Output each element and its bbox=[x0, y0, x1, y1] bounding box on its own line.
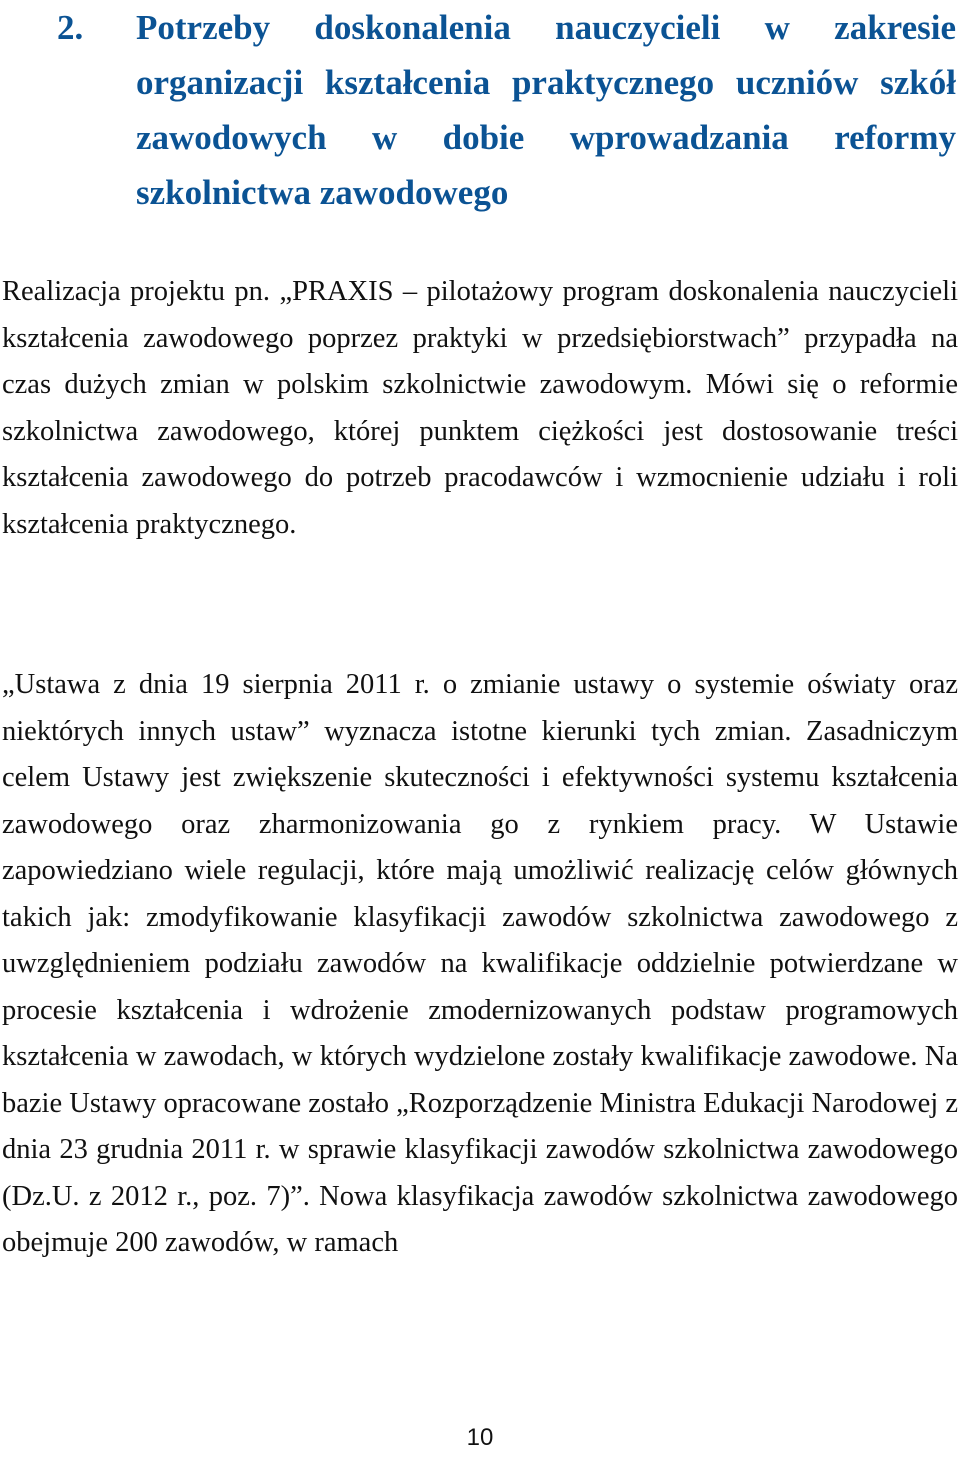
paragraph-ustawa: „Ustawa z dnia 19 sierpnia 2011 r. o zmianie ustawy o systemie oświaty oraz niektórych innych ustaw” wyznacza istotne kierunki tych zmian. Zasadniczym celem Ustawy jest zwiększenie skuteczności i efektywności systemu kształcenia zawodowego oraz zharmonizowania go z rynkiem pracy. W Ustawie zapowiedziano wiele regulacji, które mają umożliwić realizację celów głównych takich jak: zmodyfikowanie klasyfikacji zawodów szkolnictwa zawodowego z uwzględnieniem podziału zawodów na kwalifikacje oddzielnie potwierdzane w procesie kształcenia i wdrożenie zmodernizowanych podstaw programowych kształcenia w zawodach, w których wydzielone zostały kwalifikacje zawodowe. Na bazie Ustawy opracowane zostało „Rozporządzenie Ministra Edukacji Narodowej z dnia 23 grudnia 2011 r. w sprawie klasyfikacji zawodów szkolnictwa zawodowego (Dz.U. z 2012 r., poz. 7)”. Nowa klasyfikacja zawodów szkolnictwa zawodowego obejmuje 200 zawodów, w ramach bbox=[2, 669, 958, 1258]
paragraph-praxis: Realizacja projektu pn. „PRAXIS – pilotażowy program doskonalenia nauczycieli kształcenia zawodowego poprzez praktyki w przedsiębiorstwach” przypadła na czas dużych zmian w polskim szkolnictwie zawodowym. Mówi się o reformie szkolnictwa zawodowego, której punktem ciężkości jest dostosowanie treści kształcenia zawodowego do potrzeb pracodawców i wzmocnienie udziału i roli kształcenia praktycznego. bbox=[2, 276, 958, 540]
page-number: 10 bbox=[466, 1424, 494, 1451]
section-heading bbox=[2, 0, 958, 220]
section-title: Potrzeby doskonalenia nauczycieli w zakresie organizacji kształcenia praktycznego uczniów szkół zawodowych w dobie wprowadzania reformy szkolnictwa zawodowego bbox=[136, 8, 956, 212]
section-number: 2. bbox=[57, 8, 84, 47]
